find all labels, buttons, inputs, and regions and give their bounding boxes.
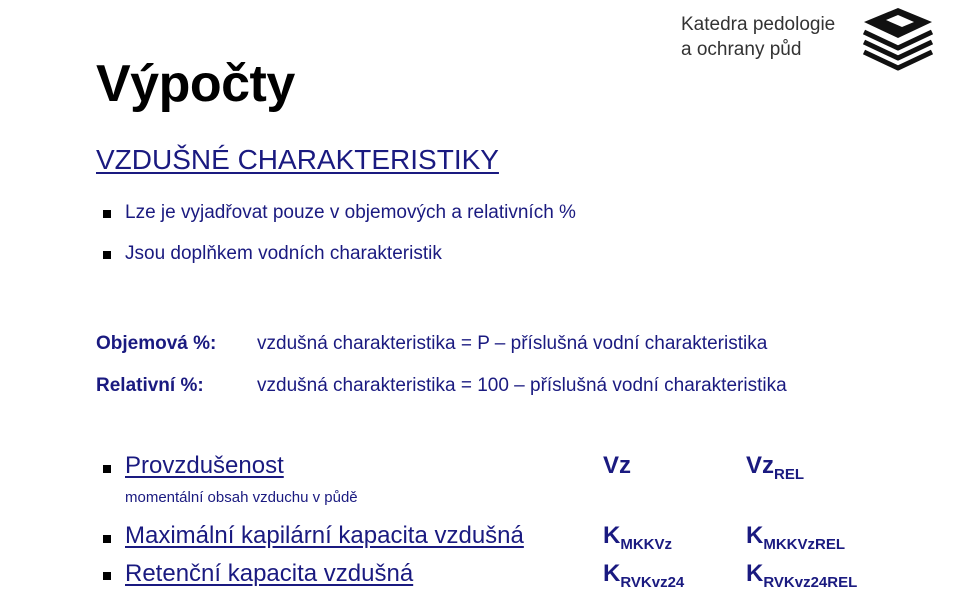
symbol-subscript: RVKvz24REL xyxy=(763,574,858,591)
symbol-aeration xyxy=(603,452,631,480)
symbol-base: K xyxy=(603,522,621,549)
symbol-max-capillary xyxy=(603,522,673,553)
symbol-retention xyxy=(603,560,685,591)
symbol-base: K xyxy=(603,560,621,587)
symbol-base: Vz xyxy=(746,452,775,479)
row-name-retention: Retenční kapacita vzdušná xyxy=(125,560,414,587)
symbol-subscript: RVKvz24 xyxy=(620,574,685,591)
row-name-max-capillary: Maximální kapilární kapacita vzdušná xyxy=(125,522,524,549)
bullet-icon xyxy=(103,465,111,473)
organization-name xyxy=(681,12,835,62)
symbol-subscript: MKKVz xyxy=(620,536,673,553)
bullet-icon xyxy=(103,572,111,580)
bullet-icon xyxy=(103,535,111,543)
symbol-base: K xyxy=(746,522,764,549)
formula-label-relative: Relativní %: xyxy=(96,375,204,396)
bullet-icon xyxy=(103,210,111,218)
bullet-text-2: Jsou doplňkem vodních charakteristik xyxy=(125,243,442,264)
organization-line-2: a ochrany půd xyxy=(681,39,802,60)
bullet-icon xyxy=(103,251,111,259)
page-title: Výpočty xyxy=(96,55,295,113)
symbol-retention-relative xyxy=(746,560,858,591)
formula-text-volume: vzdušná charakteristika = P – příslušná vodní charakteristika xyxy=(257,333,768,354)
organization-line-1: Katedra pedologie xyxy=(681,14,836,35)
stacked-layers-logo-icon xyxy=(858,4,938,72)
symbol-max-capillary-relative xyxy=(746,522,846,553)
symbol-base: K xyxy=(746,560,764,587)
symbol-base: Vz xyxy=(603,452,632,479)
formula-text-relative: vzdušná charakteristika = 100 – příslušná vodní charakteristika xyxy=(257,375,787,396)
row-name-aeration: Provzdušenost xyxy=(125,452,284,479)
symbol-subscript: MKKVzREL xyxy=(763,536,846,553)
symbol-aeration-relative xyxy=(746,452,805,483)
symbol-subscript: REL xyxy=(774,466,805,483)
section-heading: VZDUŠNÉ CHARAKTERISTIKY xyxy=(96,144,499,175)
row-note-aeration: momentální obsah vzduchu v půdě xyxy=(125,489,358,506)
formula-label-volume: Objemová %: xyxy=(96,333,217,354)
bullet-text-1: Lze je vyjadřovat pouze v objemových a relativních % xyxy=(125,202,576,223)
